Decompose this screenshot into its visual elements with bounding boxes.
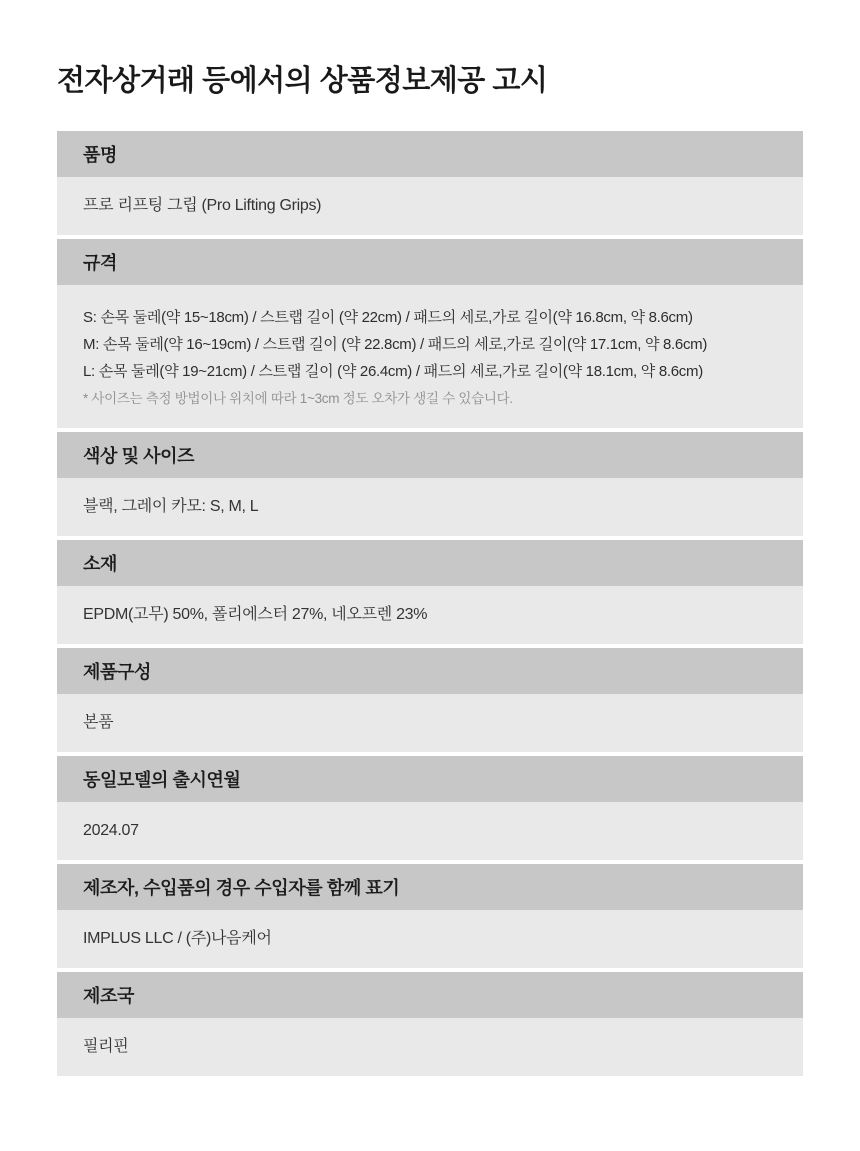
section-header-label: 규격 [83, 253, 117, 273]
section-composition [57, 648, 803, 752]
color-size-value: 블랙, 그레이 카모: S, M, L [83, 498, 259, 515]
product-info-table [57, 131, 803, 1076]
spec-line-size-m: M: 손목 둘레(약 16~19cm) / 스트랩 길이 (약 22.8cm) / 패드의 세로,가로 길이(약 17.1cm, 약 8.6cm) [83, 336, 708, 353]
section-content-specs [57, 285, 803, 428]
section-header-label: 소재 [83, 554, 117, 574]
section-content-manufacturer [57, 910, 803, 968]
section-specs [57, 239, 803, 428]
spec-tolerance-note: * 사이즈는 측정 방법이나 위치에 따라 1~3cm 정도 오차가 생길 수 있습니다. [83, 391, 513, 406]
section-header-product-name [57, 131, 803, 177]
page-title: 전자상거래 등에서의 상품정보제공 고시 [57, 65, 548, 97]
section-header-release-date [57, 756, 803, 802]
section-content-product-name [57, 177, 803, 235]
release-date-value: 2024.07 [83, 822, 139, 839]
section-country-of-origin [57, 972, 803, 1076]
material-value: EPDM(고무) 50%, 폴리에스터 27%, 네오프렌 23% [83, 606, 428, 623]
section-header-country-of-origin [57, 972, 803, 1018]
section-manufacturer [57, 864, 803, 968]
spec-line-size-l: L: 손목 둘레(약 19~21cm) / 스트랩 길이 (약 26.4cm) / 패드의 세로,가로 길이(약 18.1cm, 약 8.6cm) [83, 363, 703, 380]
section-header-material [57, 540, 803, 586]
section-color-size [57, 432, 803, 536]
section-header-specs [57, 239, 803, 285]
section-content-color-size [57, 478, 803, 536]
section-material [57, 540, 803, 644]
section-header-label: 색상 및 사이즈 [83, 446, 195, 466]
section-content-country-of-origin [57, 1018, 803, 1076]
country-of-origin-value: 필리핀 [83, 1038, 129, 1055]
section-release-date [57, 756, 803, 860]
section-header-label: 제조국 [83, 986, 134, 1006]
section-product-name [57, 131, 803, 235]
spec-line-size-s: S: 손목 둘레(약 15~18cm) / 스트랩 길이 (약 22cm) / 패드의 세로,가로 길이(약 16.8cm, 약 8.6cm) [83, 309, 693, 326]
section-header-color-size [57, 432, 803, 478]
section-header-label: 제품구성 [83, 662, 151, 682]
section-content-release-date [57, 802, 803, 860]
section-header-label: 품명 [83, 145, 117, 165]
section-header-label: 동일모델의 출시연월 [83, 770, 241, 790]
section-content-material [57, 586, 803, 644]
manufacturer-value: IMPLUS LLC / (주)나음케어 [83, 930, 272, 947]
section-header-manufacturer [57, 864, 803, 910]
section-content-composition [57, 694, 803, 752]
section-header-label: 제조자, 수입품의 경우 수입자를 함께 표기 [83, 878, 400, 898]
section-header-composition [57, 648, 803, 694]
composition-value: 본품 [83, 714, 114, 731]
product-name-value: 프로 리프팅 그립 (Pro Lifting Grips) [83, 197, 322, 214]
